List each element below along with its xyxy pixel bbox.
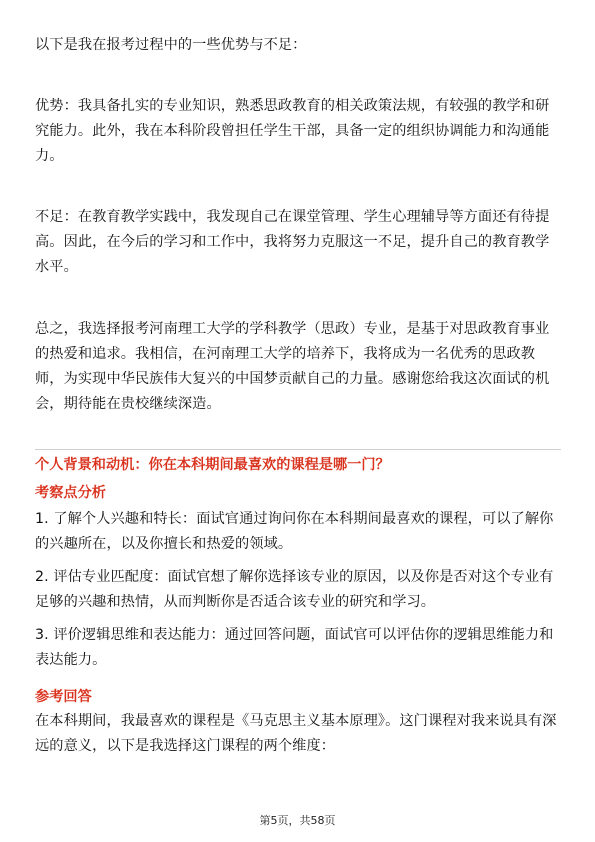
analysis-heading: 考察点分析 [35,485,106,501]
weaknesses-paragraph: 不足：在教育教学实践中，我发现自己在课堂管理、学生心理辅导等方面还有待提高。因此，在今后的学习和工作中，我将努力克服这一不足，提升自己的教育教学水平。 [35,209,550,275]
page-number-footer: 第5页，共58页 [259,814,336,827]
question-heading: 个人背景和动机：你在本科期间最喜欢的课程是哪一门？ [35,457,390,473]
conclusion-paragraph: 总之，我选择报考河南理工大学的学科教学（思政）专业，是基于对思政教育事业的热爱和追求。我相信，在河南理工大学的培养下，我将成为一名优秀的思政教师，为实现中华民族伟大复兴的中国梦贡献自己的力量。感谢您给我这次面试的机会，期待能在贵校继续深造。 [35,321,550,412]
answer-paragraph: 在本科期间，我最喜欢的课程是《马克思主义基本原理》。这门课程对我来说具有深远的意义，以下是我选择这门课程的两个维度： [35,713,557,754]
answer-heading: 参考回答 [35,689,92,705]
analysis-point: 1. 了解个人兴趣和特长：面试官通过询问你在本科期间最喜欢的课程，可以了解你的兴趣所在，以及你擅长和热爱的领域。 [35,511,554,552]
intro-paragraph: 以下是我在报考过程中的一些优势与不足： [35,37,307,53]
analysis-point: 2. 评估专业匹配度：面试官想了解你选择该专业的原因，以及你是否对这个专业有足够的兴趣和热情，从而判断你是否适合该专业的研究和学习。 [35,569,554,610]
analysis-point: 3. 评价逻辑思维和表达能力：通过回答问题，面试官可以评估你的逻辑思维能力和表达能力。 [35,627,554,668]
strengths-paragraph: 优势：我具备扎实的专业知识，熟悉思政教育的相关政策法规，有较强的教学和研究能力。此外，我在本科阶段曾担任学生干部，具备一定的组织协调能力和沟通能力。 [35,98,550,164]
section-divider [35,449,561,450]
